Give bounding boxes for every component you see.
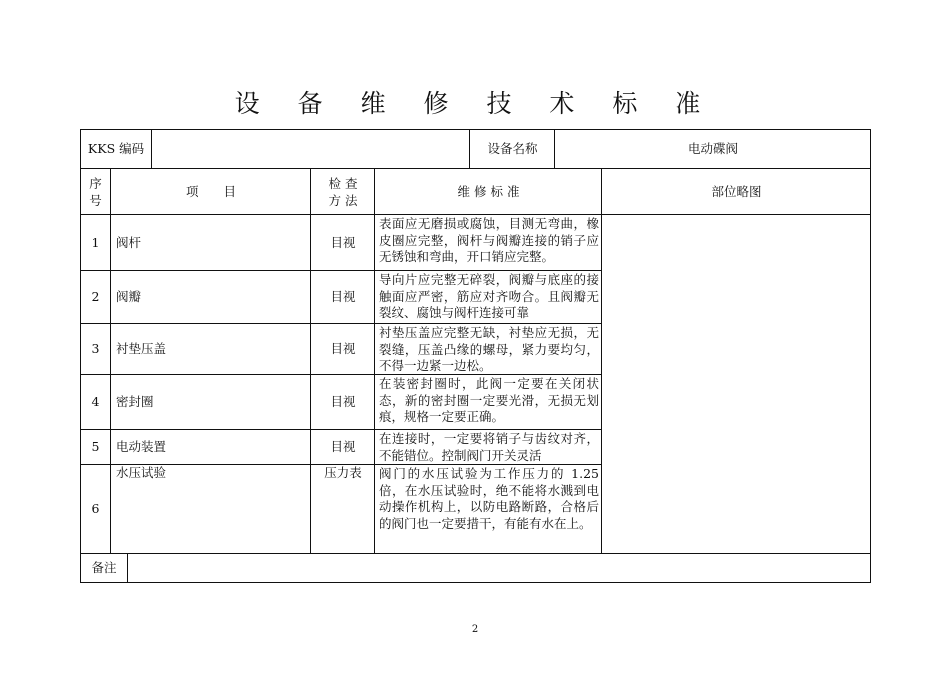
row-6-standard: 阀门的水压试验为工作压力的 1.25 倍，在水压试验时，绝不能将水溅到电动操作机构上，以防电路断路，合格后的阀门也一定要措干，有能有水在上。 <box>379 466 599 531</box>
document-title: 设 备 维 修 技 术 标 准 <box>234 89 716 118</box>
row-6-no: 6 <box>91 500 100 516</box>
row-1-no: 1 <box>91 234 100 250</box>
remarks-value <box>128 553 871 583</box>
row-4-standard: 在装密封圈时，此阀一定要在关闭状态，新的密封圈一定要光滑，无损无划痕，规格一定要正确。 <box>379 376 599 424</box>
kks-code-label: KKS 编码 <box>87 140 145 156</box>
row-5-method: 目视 <box>330 439 356 455</box>
row-2-standard: 导向片应完整无碎裂，阀瓣与底座的接触面应严密，筋应对齐吻合。且阀瓣无裂纹、腐蚀与阀杆连接可靠 <box>379 272 599 320</box>
column-header-seq: 序 号 <box>89 176 102 208</box>
row-2-method: 目视 <box>330 289 356 305</box>
maintenance-standard-table <box>80 129 871 583</box>
row-1-method: 目视 <box>330 234 356 250</box>
row-4-item: 密封圈 <box>116 394 154 410</box>
equipment-name-value: 电动碟阀 <box>687 140 738 156</box>
row-6-method: 压力表 <box>324 465 362 480</box>
row-6-item: 水压试验 <box>116 465 167 480</box>
page-number: 2 <box>471 624 479 635</box>
row-1-standard: 表面应无磨损或腐蚀，目测无弯曲，橡皮圈应完整，阀杆与阀瓣连接的销子应无锈蚀和弯曲，开口销应完整。 <box>379 216 599 264</box>
row-4-method: 目视 <box>330 394 356 410</box>
equipment-name-label: 设备名称 <box>487 140 538 156</box>
row-3-method: 目视 <box>330 341 356 357</box>
row-2-no: 2 <box>91 289 100 305</box>
column-header-item: 项 目 <box>185 183 236 199</box>
row-4-no: 4 <box>91 394 100 410</box>
row-5-no: 5 <box>91 439 100 455</box>
remarks-label: 备注 <box>91 559 117 575</box>
row-3-item: 衬垫压盖 <box>116 341 167 357</box>
row-5-standard: 在连接时，一定要将销子与齿纹对齐，不能错位。控制阀门开关灵活 <box>379 431 599 463</box>
diagram-area <box>602 215 871 553</box>
row-5-item: 电动装置 <box>116 439 167 455</box>
column-header-method: 检 查 方 法 <box>328 176 358 208</box>
row-3-standard: 衬垫压盖应完整无缺，衬垫应无损，无裂缝，压盖凸缘的螺母，紧力要均匀，不得一边紧一边松。 <box>379 325 599 373</box>
row-1-item: 阀杆 <box>116 234 142 250</box>
column-header-diagram: 部位略图 <box>711 183 762 199</box>
row-2-item: 阀瓣 <box>116 289 142 305</box>
row-3-no: 3 <box>91 341 100 357</box>
column-header-standard: 维 修 标 准 <box>457 183 520 199</box>
kks-code-value <box>152 129 470 169</box>
